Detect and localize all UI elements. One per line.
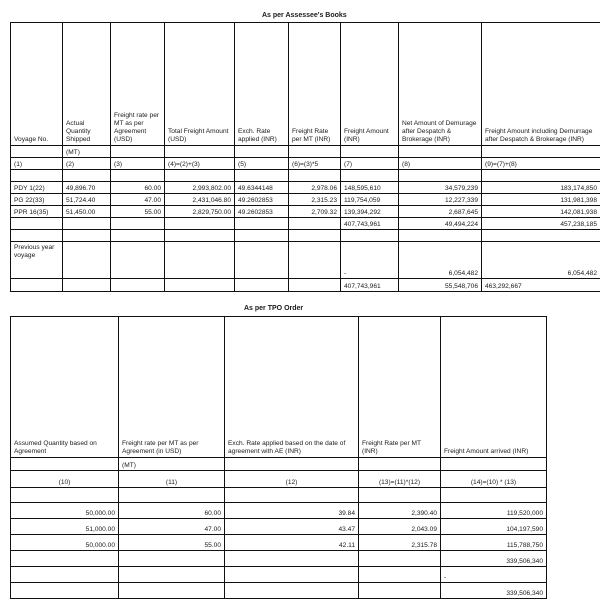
blank-row bbox=[11, 230, 600, 242]
cell: 6,054,482 bbox=[399, 242, 482, 279]
cell: (8) bbox=[399, 158, 482, 170]
cell: 2,390.40 bbox=[359, 503, 441, 519]
cell: 115,788,750 bbox=[441, 535, 547, 551]
cell: PPR 16(35) bbox=[11, 206, 63, 218]
cell: 43.47 bbox=[225, 519, 359, 535]
tpo-order-table bbox=[10, 316, 547, 599]
cell: 60.00 bbox=[119, 503, 225, 519]
header-freight-rate-usd: Freight rate per MT as per Agreement (USD) bbox=[111, 23, 165, 146]
cell: (MT) bbox=[63, 146, 111, 158]
cell: 407,743,961 bbox=[341, 218, 399, 230]
cell bbox=[235, 146, 289, 158]
cell bbox=[359, 458, 441, 471]
previous-year-row bbox=[11, 567, 547, 583]
cell: 131,981,398 bbox=[482, 194, 600, 206]
cell: 55,548,706 bbox=[399, 279, 482, 292]
cell: 49.6344148 bbox=[235, 182, 289, 194]
header-net-demurrage: Net Amount of Demurage after Despatch & Brokerage (INR) bbox=[399, 23, 482, 146]
header-total-freight-usd: Total Freight Amount (USD) bbox=[165, 23, 235, 146]
cell: 51,000.00 bbox=[11, 519, 119, 535]
cell: (3) bbox=[111, 158, 165, 170]
table-row bbox=[11, 182, 600, 194]
cell: 42.11 bbox=[225, 535, 359, 551]
cell: (11) bbox=[119, 471, 225, 488]
cell: 2,687,645 bbox=[399, 206, 482, 218]
cell: 49,494,224 bbox=[399, 218, 482, 230]
cell: 142,081,938 bbox=[482, 206, 600, 218]
cell: (7) bbox=[341, 158, 399, 170]
cell: 49.2602853 bbox=[235, 194, 289, 206]
cell: 2,315.78 bbox=[359, 535, 441, 551]
header-freight-rate-inr: Freight Rate per MT (INR) bbox=[289, 23, 341, 146]
cell: (6)=(3)*5 bbox=[289, 158, 341, 170]
cell: 55.00 bbox=[111, 206, 165, 218]
cell: PDY 1(22) bbox=[11, 182, 63, 194]
cell: 2,829,750.00 bbox=[165, 206, 235, 218]
cell: 148,595,610 bbox=[341, 182, 399, 194]
header-assumed-quantity: Assumed Quantity based on Agreement bbox=[11, 317, 119, 458]
cell: 339,506,340 bbox=[441, 551, 547, 567]
cell bbox=[11, 458, 119, 471]
cell: 183,174,850 bbox=[482, 182, 600, 194]
cell: 119,754,059 bbox=[341, 194, 399, 206]
cell: 34,579,239 bbox=[399, 182, 482, 194]
header-actual-quantity: Actual Quantity Shipped bbox=[63, 23, 111, 146]
header-freight-amount-inr: Freight Amount (INR) bbox=[341, 23, 399, 146]
cell: 457,238,185 bbox=[482, 218, 600, 230]
cell bbox=[289, 146, 341, 158]
table-row bbox=[11, 194, 600, 206]
cell: - bbox=[441, 567, 547, 583]
blank-row bbox=[11, 488, 547, 503]
cell bbox=[111, 146, 165, 158]
cell: (10) bbox=[11, 471, 119, 488]
header-exch-rate: Exch. Rate applied based on the date of agreement with AE (INR) bbox=[225, 317, 359, 458]
header-row bbox=[11, 23, 600, 146]
table-row bbox=[11, 519, 547, 535]
cell: 6,054,482 bbox=[482, 242, 600, 279]
unit-row bbox=[11, 146, 600, 158]
formula-row bbox=[11, 471, 547, 488]
cell: (MT) bbox=[119, 458, 225, 471]
blank-row bbox=[11, 170, 600, 182]
cell bbox=[225, 458, 359, 471]
previous-year-row bbox=[11, 242, 600, 279]
assessee-books-table bbox=[10, 22, 600, 292]
cell: 49,896.70 bbox=[63, 182, 111, 194]
cell: 47.00 bbox=[119, 519, 225, 535]
cell: 463,292,667 bbox=[482, 279, 600, 292]
formula-row bbox=[11, 158, 600, 170]
cell: 51,450.00 bbox=[63, 206, 111, 218]
header-exch-rate: Exch. Rate applied (INR) bbox=[235, 23, 289, 146]
cell: 49.2602853 bbox=[235, 206, 289, 218]
cell: (13)=(11)*(12) bbox=[359, 471, 441, 488]
cell bbox=[482, 146, 600, 158]
cell: (2) bbox=[63, 158, 111, 170]
cell: 2,709.32 bbox=[289, 206, 341, 218]
cell: 339,506,340 bbox=[441, 583, 547, 599]
table-row bbox=[11, 535, 547, 551]
cell: PG 22(33) bbox=[11, 194, 63, 206]
cell: (14)=(10) * (13) bbox=[441, 471, 547, 488]
cell: (1) bbox=[11, 158, 63, 170]
cell bbox=[165, 146, 235, 158]
top-section-caption: As per Assessee's Books bbox=[262, 12, 347, 19]
cell: 2,993,802.00 bbox=[165, 182, 235, 194]
table-row bbox=[11, 206, 600, 218]
unit-row bbox=[11, 458, 547, 471]
cell bbox=[399, 146, 482, 158]
header-freight-amount-arrived: Freight Amount arrived (INR) bbox=[441, 317, 547, 458]
cell: 119,520,000 bbox=[441, 503, 547, 519]
header-freight-rate-inr: Freight Rate per MT (INR) bbox=[359, 317, 441, 458]
bottom-section-caption: As per TPO Order bbox=[244, 305, 304, 312]
cell bbox=[11, 146, 63, 158]
header-freight-incl-demurrage: Freight Amount including Demurrage after Despatch & Brokerage (INR) bbox=[482, 23, 600, 146]
cell: Previous year voyage bbox=[11, 242, 63, 279]
table-row bbox=[11, 503, 547, 519]
cell: 60.00 bbox=[111, 182, 165, 194]
cell: 12,227,339 bbox=[399, 194, 482, 206]
cell: 2,043.09 bbox=[359, 519, 441, 535]
header-freight-rate-usd: Freight rate per MT as per Agreement (in USD) bbox=[119, 317, 225, 458]
cell: 50,000.00 bbox=[11, 535, 119, 551]
cell: 2,978.06 bbox=[289, 182, 341, 194]
grand-total-row bbox=[11, 279, 600, 292]
cell: 50,000.00 bbox=[11, 503, 119, 519]
cell: 51,724.40 bbox=[63, 194, 111, 206]
cell: 55.00 bbox=[119, 535, 225, 551]
cell: (5) bbox=[235, 158, 289, 170]
cell: 104,197,590 bbox=[441, 519, 547, 535]
cell: 2,431,046.80 bbox=[165, 194, 235, 206]
cell: 47.00 bbox=[111, 194, 165, 206]
header-row bbox=[11, 317, 547, 458]
cell: (4)=(2)+(3) bbox=[165, 158, 235, 170]
header-voyage-no: Voyage No. bbox=[11, 23, 63, 146]
cell: 2,315.23 bbox=[289, 194, 341, 206]
cell: 139,394,292 bbox=[341, 206, 399, 218]
cell bbox=[441, 458, 547, 471]
cell: 407,743,961 bbox=[341, 279, 399, 292]
cell: 39.84 bbox=[225, 503, 359, 519]
cell bbox=[341, 146, 399, 158]
subtotal-row bbox=[11, 551, 547, 567]
grand-total-row bbox=[11, 583, 547, 599]
cell: (9)=(7)+(8) bbox=[482, 158, 600, 170]
cell: - bbox=[341, 242, 399, 279]
cell: (12) bbox=[225, 471, 359, 488]
subtotal-row bbox=[11, 218, 600, 230]
